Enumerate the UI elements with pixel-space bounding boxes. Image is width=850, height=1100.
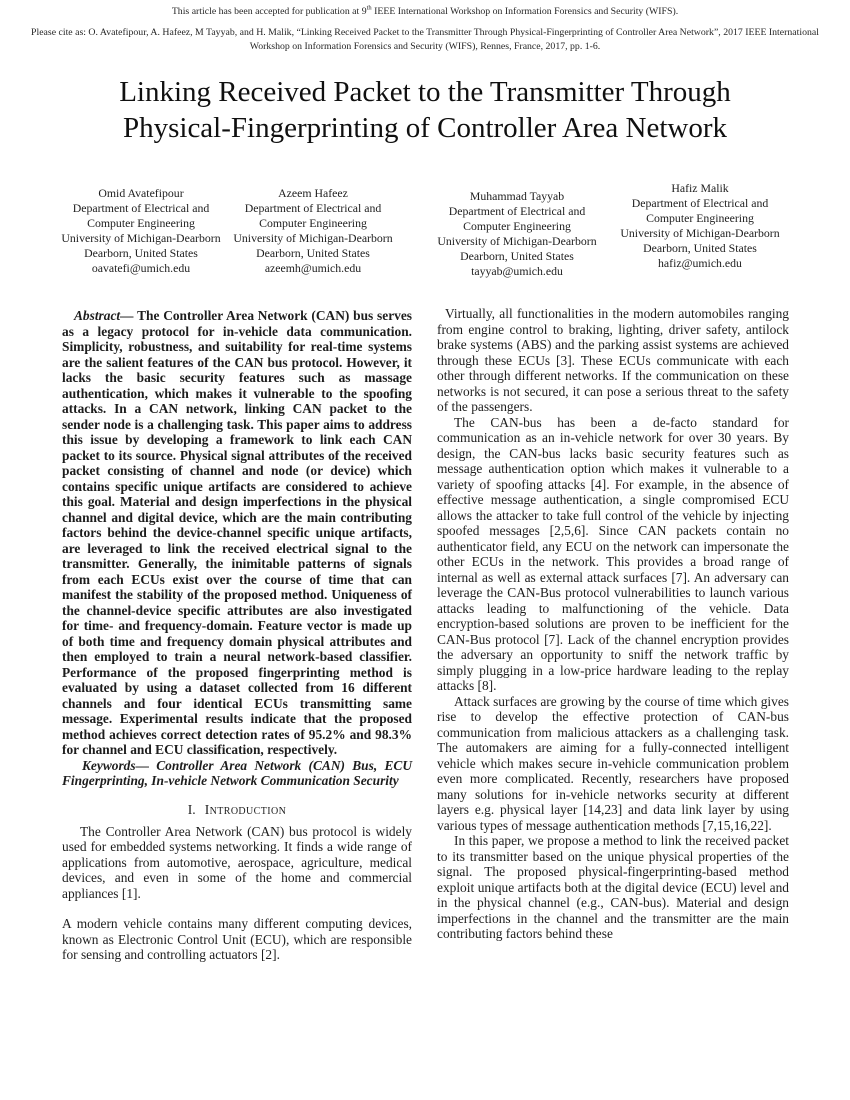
author-department-line2: Computer Engineering xyxy=(646,211,754,225)
author-city: Dearborn, United States xyxy=(460,249,574,263)
section-title: Introduction xyxy=(204,801,287,817)
abstract-label: Abstract— xyxy=(74,308,134,323)
author-block-muhammad-tayyab xyxy=(424,189,610,279)
intro-paragraph-4: The CAN-bus has been a de-facto standard for communication as an in-vehicle network for over 30 years. By design, the CAN-bus lacks basic security features such as message authentication option which makes it vulnerable to a variety of spoofing attacks [4]. For example, in the absence of effective message authentication, a single compromised ECU allows the attacker to take full control of the vehicle by injecting spoofed messages [2,5,6]. Since CAN packets contain no authenticator field, any ECU on the network can impersonate the other ECUs in the network. This provides a broad range of internal as well as external attack surfaces [7]. An adversary can leverage the CAN-Bus protocol vulnerabilities to launch various attacks leading to malfunctioning of the vehicle. Data encryption-based solutions are proven to be inefficient for the CAN-Bus protocol [7]. Lack of the channel encryption provides the adversary an opportunity to sniff the network traffic by simply plugging in a low-price hardware leading to the replay attacks [8]. xyxy=(437,414,789,693)
author-email: hafiz@umich.edu xyxy=(658,256,742,270)
author-university: University of Michigan-Dearborn xyxy=(620,226,780,240)
acceptance-notice-text-rest: IEEE International Workshop on Information Forensics and Security (WIFS). xyxy=(371,6,679,17)
author-city: Dearborn, United States xyxy=(643,241,757,255)
paper-title-line1: Linking Received Packet to the Transmitter Through xyxy=(119,76,731,108)
abstract-text: The Controller Area Network (CAN) bus serves as a legacy protocol for in-vehicle data communication. Simplicity, robustness, and suitability for real-time systems are the salient features of the CAN bus protocol. However, it lacks the basic security features such as massage authentication, which makes it vulnerable to the spoofing attacks. In a CAN network, linking CAN packet to the sender node is a challenging task. This paper aims to address this issue by developing a framework to link each CAN packet to its source. Physical signal attributes of the received packet consisting of channel and node (or device) which contains specific unique artifacts are considered to achieve this goal. Material and design imperfections in the physical channel and digital device, which are the main contributing factors behind the device-channel specific unique artifacts, are leveraged to link the received electrical signal to the transmitter. Generally, the inimitable patterns of signals from each ECUs exist over the course of time that can manifest the stability of the proposed method. Uniqueness of the channel-device specific attributes are also investigated for time- and frequency-domain. Feature vector is made up of both time and frequency domain physical attributes and then employed to train a neural network-based classifier. Performance of the proposed fingerprinting method is evaluated by using a dataset collected from 16 different channels and four identical ECUs transmitting same message. Experimental results indicate that the proposed method achieves correct detection rates of 95.2% and 98.3% for channel and ECU classification, respectively. xyxy=(62,308,412,757)
section-number: I. xyxy=(187,801,196,817)
author-name: Omid Avatefipour xyxy=(98,186,184,200)
author-department-line1: Department of Electrical and xyxy=(244,201,382,215)
author-block-hafiz-malik xyxy=(607,181,793,271)
author-department-line2: Computer Engineering xyxy=(259,216,367,230)
intro-paragraph-1: The Controller Area Network (CAN) bus protocol is widely used for embedded systems networking. It finds a wide range of applications from automotive, aerospace, agriculture, medical devices, and even in some of the home and commercial appliances [1]. xyxy=(62,823,412,901)
author-department-line1: Department of Electrical and xyxy=(448,204,586,218)
intro-paragraph-6: In this paper, we propose a method to link the received packet to its transmitter based on the unique physical properties of the signal. The proposed physical-fingerprinting-based method exploit unique artifacts both at the digital device (ECU) level and in the physical channel (e.g., CAN-bus). Material and design imperfections in the channel and the transmitter are the main contributing factors behind these xyxy=(437,833,789,941)
author-department-line1: Department of Electrical and xyxy=(72,201,210,215)
right-column xyxy=(437,306,789,942)
author-department-line1: Department of Electrical and xyxy=(631,196,769,210)
author-email: tayyab@umich.edu xyxy=(471,264,563,278)
acceptance-notice xyxy=(15,5,835,18)
citation-notice xyxy=(15,26,835,53)
author-block-azeem-hafeez xyxy=(220,186,406,276)
abstract-paragraph xyxy=(62,308,412,758)
intro-paragraph-3: Virtually, all functionalities in the modern automobiles ranging from engine control to braking, lighting, driver safety, antilock brake systems (ABS) and the parking assist systems are achieved through these ECUs [3]. These ECUs communicate with each other through different networks. If the communication on these networks is not secured, it can pose a serious threat to the safety of the passengers. xyxy=(437,306,789,414)
author-university: University of Michigan-Dearborn xyxy=(61,231,221,245)
author-email: azeemh@umich.edu xyxy=(264,261,362,275)
author-department-line2: Computer Engineering xyxy=(87,216,195,230)
author-email: oavatefi@umich.edu xyxy=(91,261,191,275)
author-university: University of Michigan-Dearborn xyxy=(233,231,393,245)
ordinal-superscript: th xyxy=(366,4,372,12)
author-city: Dearborn, United States xyxy=(84,246,198,260)
section-heading-introduction xyxy=(62,801,412,818)
keywords-paragraph xyxy=(62,758,412,789)
author-name: Muhammad Tayyab xyxy=(469,189,565,203)
paper-title xyxy=(25,74,825,146)
author-name: Azeem Hafeez xyxy=(278,186,348,200)
author-name: Hafiz Malik xyxy=(671,181,729,195)
author-university: University of Michigan-Dearborn xyxy=(437,234,597,248)
author-city: Dearborn, United States xyxy=(256,246,370,260)
intro-paragraph-2: A modern vehicle contains many different computing devices, known as Electronic Control Unit (ECU), which are responsible for sensing and controlling actuators [2]. xyxy=(62,916,412,962)
left-column xyxy=(62,308,412,963)
author-department-line2: Computer Engineering xyxy=(463,219,571,233)
keywords-text: Controller Area Network (CAN) Bus, ECU Fingerprinting, In-vehicle Network Communication Security xyxy=(62,757,412,788)
intro-paragraph-5: Attack surfaces are growing by the course of time which gives rise to develop the effective protection of CAN-bus communication from malicious attackers as a challenging task. The automakers are aiming for a fully-connected intelligent vehicle which makes secure in-vehicle communication problem even more complicated. Recently, researchers have proposed many solutions for in-vehicle networks security at different layers e.g. physical layer [14,23] and data link layer by using various types of message authentication methods [7,15,16,22]. xyxy=(437,693,789,833)
author-block-omid-avatefipour xyxy=(48,186,234,276)
keywords-label: Keywords— xyxy=(82,757,149,773)
acceptance-notice-text: This article has been accepted for publication at 9 xyxy=(171,6,367,17)
paper-title-line2: Physical-Fingerprinting of Controller Area Network xyxy=(122,112,728,144)
citation-text: Please cite as: O. Avatefipour, A. Hafeez, M Tayyab, and H. Malik, “Linking Received Packet to the Transmitter Through Physical-Fingerprinting of Controller Area Network”, 2017 IEEE International Workshop on Information Forensics and Security (WIFS), Rennes, France, 2017, pp. 1-6. xyxy=(31,27,819,52)
